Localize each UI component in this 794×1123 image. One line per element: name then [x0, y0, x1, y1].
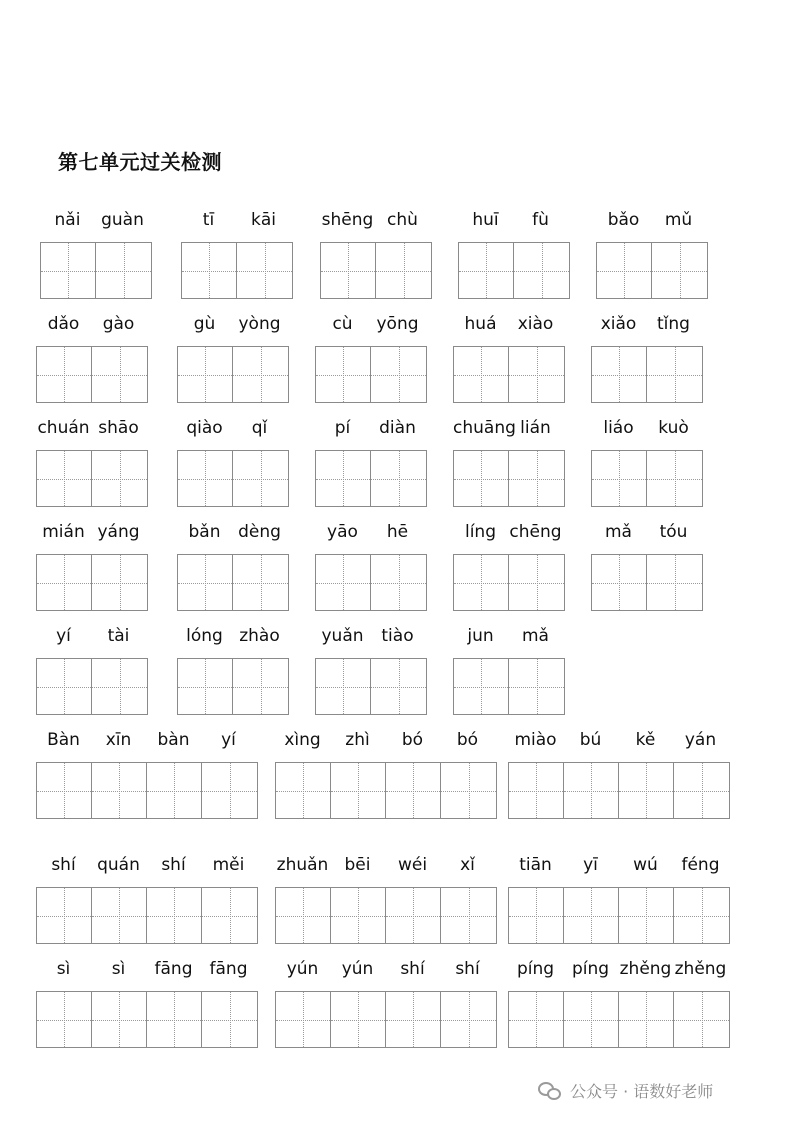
pinyin-label: yún	[286, 959, 319, 979]
writing-grid	[453, 554, 565, 611]
writing-cell[interactable]	[441, 992, 496, 1047]
writing-cell[interactable]	[182, 243, 237, 298]
pinyin-label: lóng	[186, 626, 223, 646]
pinyin-label: xiào	[517, 314, 554, 334]
writing-grid	[36, 762, 258, 819]
writing-cell[interactable]	[331, 888, 386, 943]
writing-cell[interactable]	[316, 555, 371, 610]
writing-grid	[36, 346, 148, 403]
pinyin-label: shēng	[321, 210, 374, 230]
writing-grid	[508, 762, 730, 819]
writing-grid	[453, 450, 565, 507]
pinyin-label: féng	[681, 855, 720, 875]
writing-cell[interactable]	[92, 888, 147, 943]
pinyin-label: wéi	[397, 855, 428, 875]
writing-cell[interactable]	[178, 347, 233, 402]
writing-cell[interactable]	[147, 992, 202, 1047]
writing-cell[interactable]	[147, 763, 202, 818]
pinyin-label: bàn	[157, 730, 190, 750]
writing-cell[interactable]	[41, 243, 96, 298]
writing-cell[interactable]	[509, 992, 564, 1047]
writing-cell[interactable]	[96, 243, 151, 298]
pinyin-label: dèng	[238, 522, 281, 542]
writing-cell[interactable]	[178, 451, 233, 506]
pinyin-label: chù	[387, 210, 418, 230]
pinyin-label: chuán	[37, 418, 90, 438]
pinyin-label: Bàn	[47, 730, 80, 750]
writing-cell[interactable]	[459, 243, 514, 298]
writing-cell[interactable]	[37, 347, 92, 402]
pinyin-label: yāo	[327, 522, 358, 542]
pinyin-label: tài	[107, 626, 130, 646]
pinyin-label: bó	[456, 730, 479, 750]
pinyin-label: shí	[51, 855, 76, 875]
pinyin-label: yán	[684, 730, 717, 750]
writing-grid	[177, 450, 289, 507]
pinyin-label: diàn	[379, 418, 416, 438]
writing-cell[interactable]	[37, 888, 92, 943]
writing-cell[interactable]	[619, 992, 674, 1047]
pinyin-label: tǐng	[657, 314, 690, 334]
watermark	[538, 1079, 713, 1102]
writing-cell[interactable]	[37, 555, 92, 610]
pinyin-label: mǎ	[522, 626, 549, 646]
writing-cell[interactable]	[92, 763, 147, 818]
writing-cell[interactable]	[37, 992, 92, 1047]
pinyin-label: bǎo	[607, 210, 640, 230]
writing-cell[interactable]	[276, 888, 331, 943]
writing-cell[interactable]	[386, 763, 441, 818]
writing-cell[interactable]	[647, 451, 702, 506]
writing-grid	[508, 991, 730, 1048]
page-title: 第七单元过关检测	[58, 150, 222, 174]
writing-cell[interactable]	[371, 555, 426, 610]
wechat-icon	[538, 1080, 562, 1102]
writing-grid	[458, 242, 570, 299]
writing-cell[interactable]	[316, 451, 371, 506]
pinyin-label: hē	[386, 522, 409, 542]
pinyin-label: yuǎn	[321, 626, 364, 646]
pinyin-label: shí	[400, 959, 425, 979]
pinyin-label: mǔ	[664, 210, 693, 230]
writing-cell[interactable]	[316, 347, 371, 402]
writing-cell[interactable]	[92, 992, 147, 1047]
pinyin-label: shí	[455, 959, 480, 979]
pinyin-label: tiān	[519, 855, 552, 875]
pinyin-label: mián	[42, 522, 85, 542]
writing-cell[interactable]	[509, 763, 564, 818]
pinyin-label: zhěng	[674, 959, 727, 979]
pinyin-label: fù	[532, 210, 549, 230]
writing-cell[interactable]	[674, 888, 729, 943]
writing-grid	[591, 554, 703, 611]
writing-grid	[315, 554, 427, 611]
pinyin-label: bēi	[344, 855, 371, 875]
writing-cell[interactable]	[92, 555, 147, 610]
pinyin-label: yí	[56, 626, 71, 646]
writing-grid	[36, 450, 148, 507]
writing-cell[interactable]	[509, 888, 564, 943]
writing-grid	[453, 658, 565, 715]
writing-cell[interactable]	[316, 659, 371, 714]
writing-cell[interactable]	[233, 347, 288, 402]
writing-grid	[36, 658, 148, 715]
pinyin-label: tiào	[381, 626, 414, 646]
writing-cell[interactable]	[371, 451, 426, 506]
writing-cell[interactable]	[371, 347, 426, 402]
writing-grid	[596, 242, 708, 299]
writing-grid	[36, 887, 258, 944]
pinyin-label: chuāng	[453, 418, 516, 438]
writing-cell[interactable]	[37, 659, 92, 714]
writing-cell[interactable]	[178, 555, 233, 610]
writing-grid	[591, 346, 703, 403]
pinyin-label: kāi	[251, 210, 276, 230]
writing-cell[interactable]	[652, 243, 707, 298]
writing-cell[interactable]	[441, 763, 496, 818]
pinyin-label: wú	[633, 855, 658, 875]
writing-cell[interactable]	[321, 243, 376, 298]
pinyin-label: bǎn	[188, 522, 221, 542]
writing-grid	[320, 242, 432, 299]
pinyin-label: guàn	[101, 210, 144, 230]
writing-grid	[453, 346, 565, 403]
pinyin-label: sì	[111, 959, 126, 979]
writing-cell[interactable]	[237, 243, 292, 298]
pinyin-label: kuò	[658, 418, 689, 438]
writing-cell[interactable]	[514, 243, 569, 298]
pinyin-label: xiǎo	[600, 314, 637, 334]
pinyin-label: zhěng	[619, 959, 672, 979]
writing-cell[interactable]	[233, 451, 288, 506]
writing-cell[interactable]	[674, 992, 729, 1047]
writing-grid	[591, 450, 703, 507]
writing-grid	[275, 991, 497, 1048]
writing-cell[interactable]	[674, 763, 729, 818]
writing-cell[interactable]	[564, 888, 619, 943]
writing-grid	[315, 658, 427, 715]
writing-cell[interactable]	[376, 243, 431, 298]
pinyin-label: huī	[472, 210, 499, 230]
writing-grid	[275, 887, 497, 944]
writing-cell[interactable]	[592, 451, 647, 506]
pinyin-label: líng	[464, 522, 496, 542]
writing-cell[interactable]	[597, 243, 652, 298]
pinyin-label: yún	[341, 959, 374, 979]
pinyin-label: sì	[56, 959, 71, 979]
writing-cell[interactable]	[509, 451, 564, 506]
writing-cell[interactable]	[619, 763, 674, 818]
writing-grid	[40, 242, 152, 299]
watermark-text: 公众号 · 语数好老师	[570, 1082, 714, 1101]
pinyin-label: cù	[332, 314, 353, 334]
writing-grid	[177, 658, 289, 715]
writing-cell[interactable]	[509, 659, 564, 714]
pinyin-label: lián	[520, 418, 551, 438]
writing-grid	[181, 242, 293, 299]
writing-cell[interactable]	[147, 888, 202, 943]
pinyin-label: yí	[221, 730, 236, 750]
writing-cell[interactable]	[454, 555, 509, 610]
writing-cell[interactable]	[619, 888, 674, 943]
pinyin-label: pí	[334, 418, 351, 438]
pinyin-label: xǐ	[460, 855, 475, 875]
pinyin-label: zhì	[345, 730, 370, 750]
writing-cell[interactable]	[92, 659, 147, 714]
writing-cell[interactable]	[454, 451, 509, 506]
writing-grid	[315, 450, 427, 507]
pinyin-label: yōng	[376, 314, 419, 334]
pinyin-label: huá	[464, 314, 497, 334]
pinyin-label: yáng	[97, 522, 140, 542]
writing-cell[interactable]	[509, 347, 564, 402]
writing-cell[interactable]	[92, 451, 147, 506]
writing-grid	[275, 762, 497, 819]
pinyin-label: gào	[102, 314, 135, 334]
pinyin-label: píng	[516, 959, 555, 979]
pinyin-label: miào	[514, 730, 557, 750]
writing-grid	[36, 554, 148, 611]
writing-cell[interactable]	[564, 763, 619, 818]
writing-cell[interactable]	[276, 763, 331, 818]
writing-cell[interactable]	[441, 888, 496, 943]
writing-cell[interactable]	[276, 992, 331, 1047]
pinyin-label: kě	[635, 730, 656, 750]
writing-cell[interactable]	[92, 347, 147, 402]
writing-cell[interactable]	[592, 347, 647, 402]
writing-cell[interactable]	[233, 659, 288, 714]
pinyin-label: bó	[401, 730, 424, 750]
pinyin-label: gù	[193, 314, 216, 334]
writing-cell[interactable]	[37, 763, 92, 818]
pinyin-label: bú	[579, 730, 602, 750]
pinyin-label: nǎi	[54, 210, 81, 230]
pinyin-label: zhào	[239, 626, 280, 646]
pinyin-label: měi	[212, 855, 245, 875]
writing-grid	[315, 346, 427, 403]
pinyin-label: mǎ	[605, 522, 632, 542]
writing-cell[interactable]	[37, 451, 92, 506]
pinyin-label: jun	[467, 626, 494, 646]
writing-cell[interactable]	[592, 555, 647, 610]
pinyin-label: xīn	[105, 730, 132, 750]
writing-cell[interactable]	[647, 347, 702, 402]
writing-grid	[177, 554, 289, 611]
writing-cell[interactable]	[454, 659, 509, 714]
pinyin-label: tī	[202, 210, 215, 230]
pinyin-label: zhuǎn	[276, 855, 329, 875]
pinyin-label: píng	[571, 959, 610, 979]
pinyin-label: qǐ	[251, 418, 268, 438]
writing-cell[interactable]	[202, 763, 257, 818]
pinyin-label: yī	[583, 855, 598, 875]
pinyin-label: qiào	[186, 418, 223, 438]
writing-cell[interactable]	[371, 659, 426, 714]
pinyin-label: shí	[161, 855, 186, 875]
writing-grid	[36, 991, 258, 1048]
writing-cell[interactable]	[386, 888, 441, 943]
writing-cell[interactable]	[509, 555, 564, 610]
writing-cell[interactable]	[386, 992, 441, 1047]
pinyin-label: chēng	[509, 522, 562, 542]
pinyin-label: shāo	[98, 418, 139, 438]
writing-cell[interactable]	[331, 763, 386, 818]
pinyin-label: fāng	[209, 959, 248, 979]
writing-cell[interactable]	[202, 992, 257, 1047]
pinyin-label: tóu	[659, 522, 688, 542]
pinyin-label: liáo	[603, 418, 634, 438]
pinyin-label: quán	[97, 855, 140, 875]
writing-cell[interactable]	[647, 555, 702, 610]
writing-grid	[177, 346, 289, 403]
writing-cell[interactable]	[331, 992, 386, 1047]
pinyin-label: xìng	[284, 730, 321, 750]
pinyin-label: yòng	[238, 314, 281, 334]
writing-cell[interactable]	[564, 992, 619, 1047]
writing-cell[interactable]	[454, 347, 509, 402]
writing-grid	[508, 887, 730, 944]
pinyin-label: fāng	[154, 959, 193, 979]
writing-cell[interactable]	[178, 659, 233, 714]
writing-cell[interactable]	[233, 555, 288, 610]
pinyin-label: dǎo	[47, 314, 80, 334]
writing-cell[interactable]	[202, 888, 257, 943]
